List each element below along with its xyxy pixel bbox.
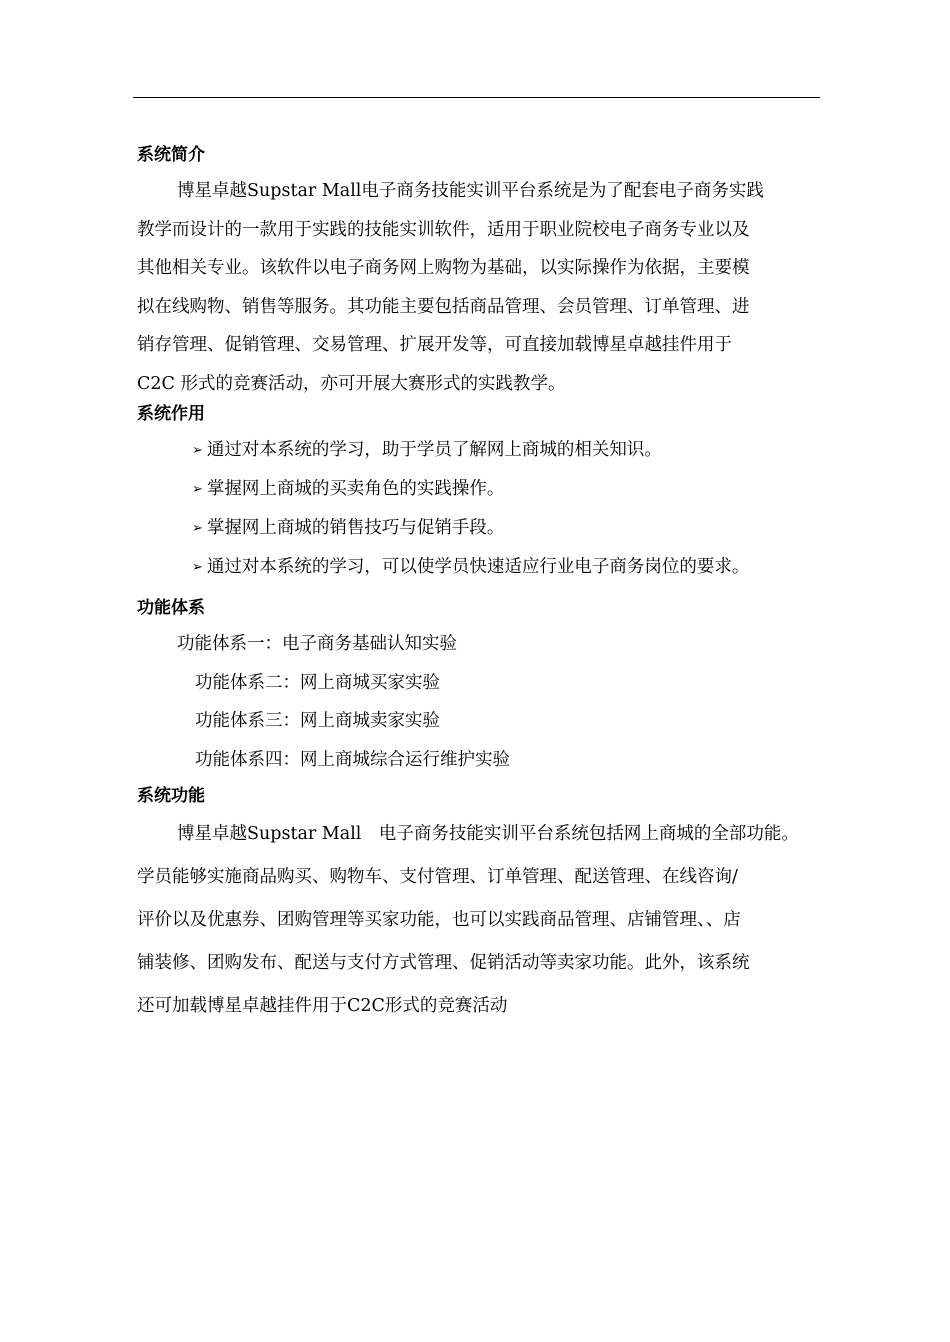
functions-paragraph — [137, 813, 827, 1028]
arrow-bullet-icon: ➢ — [192, 560, 203, 575]
section-heading-purpose: 系统作用 — [137, 404, 205, 424]
document-body — [137, 138, 827, 1028]
list-item — [137, 431, 827, 470]
function-system-list — [137, 625, 827, 779]
section-heading-intro: 系统简介 — [137, 145, 205, 165]
intro-line: C2C 形式的竞赛活动，亦可开展大赛形式的实践教学。 — [137, 373, 566, 394]
list-item — [137, 509, 827, 548]
functions-line: 博星卓越Supstar Mall 电子商务技能实训平台系统包括网上商城的全部功能。 — [177, 824, 799, 844]
section-heading-functions: 系统功能 — [137, 786, 205, 806]
intro-line: 博星卓越Supstar Mall电子商务技能实训平台系统是为了配套电子商务实践 — [177, 181, 764, 201]
arrow-bullet-icon: ➢ — [192, 443, 203, 458]
intro-paragraph — [137, 172, 827, 403]
functions-line: 铺装修、团购发布、配送与支付方式管理、促销活动等卖家功能。此外，该系统 — [137, 953, 750, 973]
list-item: 功能体系三：网上商城卖家实验 — [195, 711, 440, 731]
list-item — [137, 548, 827, 587]
list-item — [137, 470, 827, 509]
list-item-text: 通过对本系统的学习，可以使学员快速适应行业电子商务岗位的要求。 — [206, 557, 750, 577]
list-item-text: 通过对本系统的学习，助于学员了解网上商城的相关知识。 — [206, 440, 662, 460]
section-heading-system: 功能体系 — [137, 598, 205, 618]
list-item-text: 掌握网上商城的销售技巧与促销手段。 — [206, 518, 505, 538]
intro-line: 销存管理、促销管理、交易管理、扩展开发等，可直接加载博星卓越挂件用于 — [137, 335, 732, 355]
list-item: 功能体系一：电子商务基础认知实验 — [177, 634, 457, 654]
arrow-bullet-icon: ➢ — [192, 521, 203, 536]
list-item-text: 掌握网上商城的买卖角色的实践操作。 — [206, 479, 505, 499]
intro-line: 其他相关专业。该软件以电子商务网上购物为基础，以实际操作为依据，主要模 — [137, 258, 750, 278]
functions-line: 还可加载博星卓越挂件用于C2C形式的竞赛活动 — [137, 996, 508, 1016]
functions-line: 评价以及优惠券、团购管理等买家功能，也可以实践商品管理、店铺管理、、店 — [137, 910, 741, 930]
header-rule — [133, 97, 820, 98]
intro-line: 拟在线购物、销售等服务。其功能主要包括商品管理、会员管理、订单管理、进 — [137, 296, 750, 317]
arrow-bullet-icon: ➢ — [192, 482, 203, 497]
list-item: 功能体系四：网上商城综合运行维护实验 — [195, 749, 510, 770]
purpose-list — [137, 431, 827, 587]
functions-line: 学员能够实施商品购买、购物车、支付管理、订单管理、配送管理、在线咨询/ — [137, 867, 738, 887]
list-item: 功能体系二：网上商城买家实验 — [195, 672, 440, 693]
intro-line: 教学而设计的一款用于实践的技能实训软件，适用于职业院校电子商务专业以及 — [137, 219, 750, 240]
